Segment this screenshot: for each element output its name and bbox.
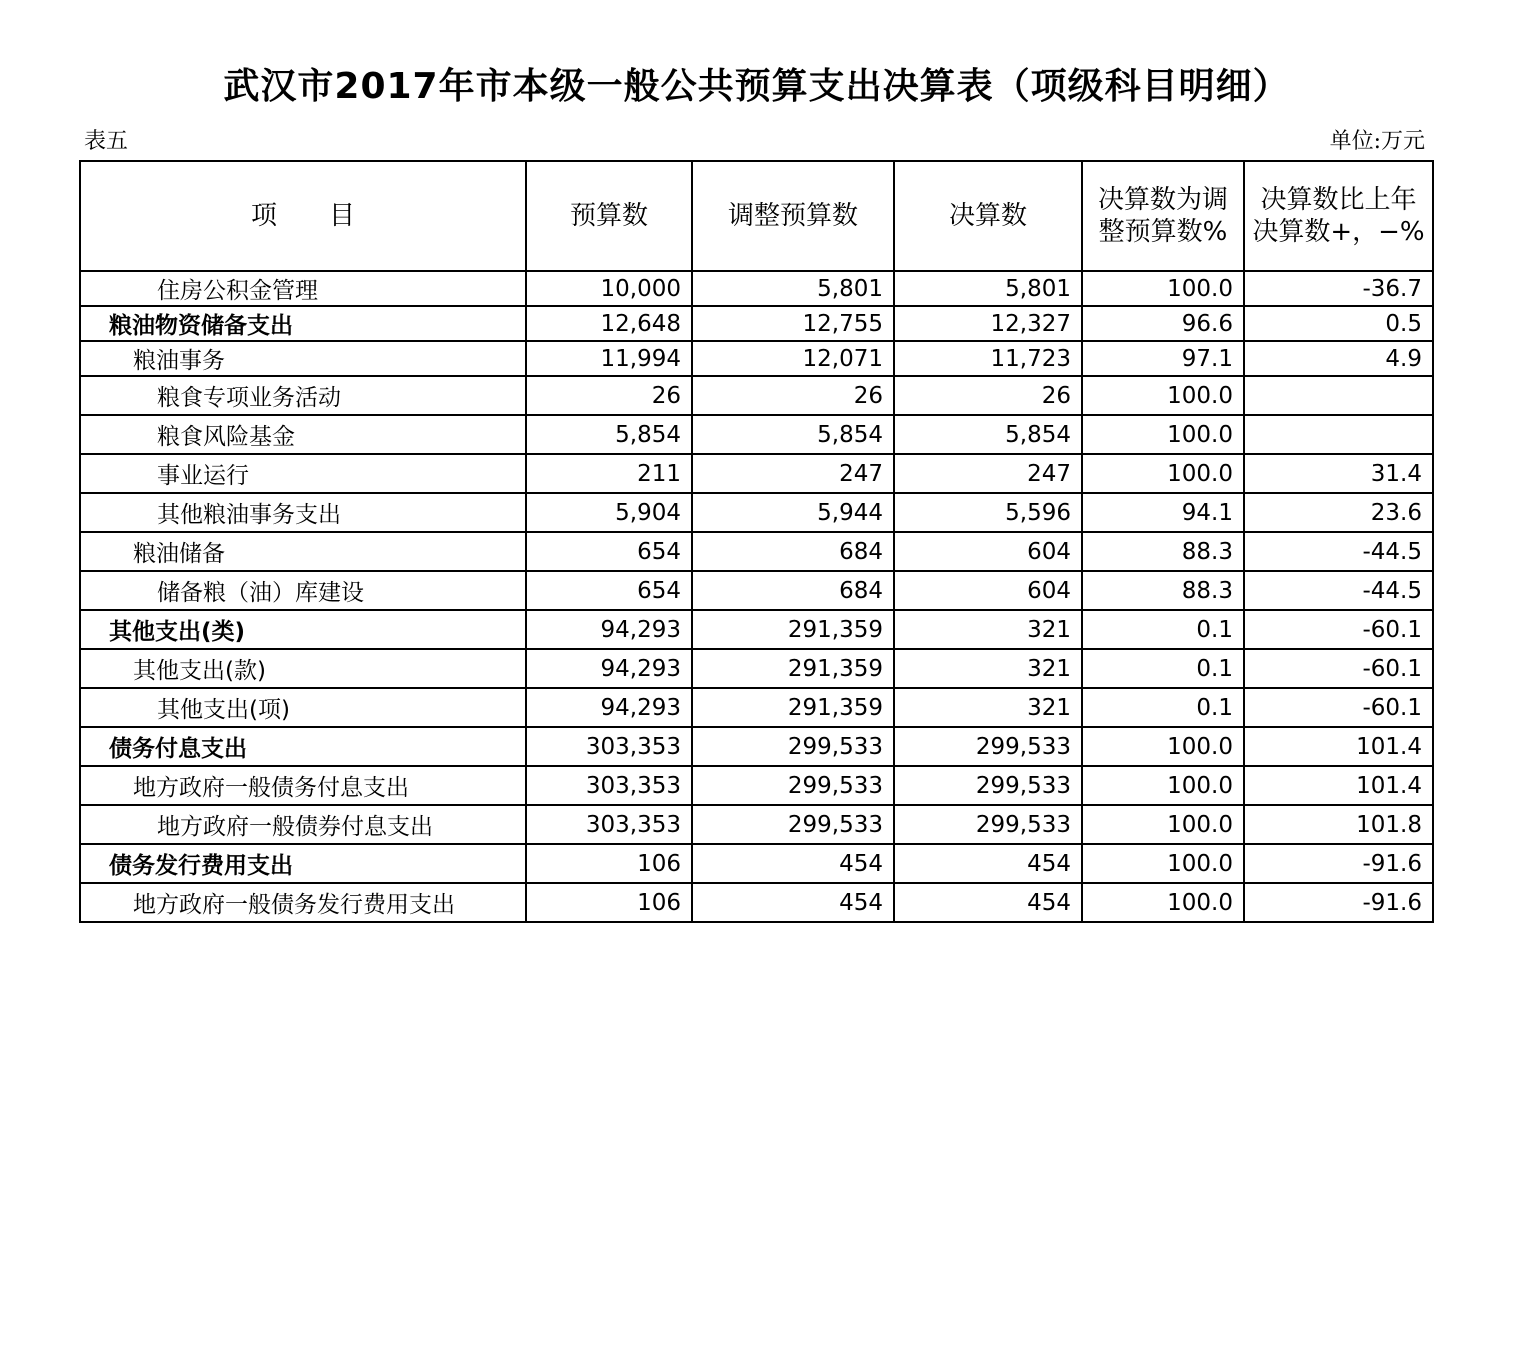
table-row <box>80 493 1433 532</box>
cell-budget: 211 <box>526 454 692 493</box>
cell-ratio: 100.0 <box>1082 415 1244 454</box>
table-body <box>80 271 1433 922</box>
cell-yoy: -91.6 <box>1244 844 1433 883</box>
cell-adjusted: 12,071 <box>692 341 894 376</box>
cell-budget: 303,353 <box>526 805 692 844</box>
row-item-name: 粮油事务 <box>80 341 526 376</box>
budget-table <box>79 160 1434 923</box>
cell-final: 299,533 <box>894 766 1082 805</box>
cell-adjusted: 299,533 <box>692 805 894 844</box>
table-row <box>80 727 1433 766</box>
cell-ratio: 94.1 <box>1082 493 1244 532</box>
cell-final: 5,801 <box>894 271 1082 306</box>
cell-budget: 654 <box>526 571 692 610</box>
cell-ratio: 0.1 <box>1082 688 1244 727</box>
cell-yoy: 31.4 <box>1244 454 1433 493</box>
cell-adjusted: 5,944 <box>692 493 894 532</box>
table-row <box>80 415 1433 454</box>
cell-final: 321 <box>894 610 1082 649</box>
cell-ratio: 100.0 <box>1082 766 1244 805</box>
header-item: 项 目 <box>80 161 526 271</box>
table-row <box>80 271 1433 306</box>
cell-ratio: 88.3 <box>1082 532 1244 571</box>
row-item-name: 地方政府一般债务发行费用支出 <box>80 883 526 922</box>
table-header-row <box>80 161 1433 271</box>
cell-ratio: 97.1 <box>1082 341 1244 376</box>
row-item-name: 粮食风险基金 <box>80 415 526 454</box>
table-row <box>80 376 1433 415</box>
cell-yoy <box>1244 415 1433 454</box>
cell-yoy: -60.1 <box>1244 649 1433 688</box>
cell-final: 604 <box>894 532 1082 571</box>
unit-label: 单位:万元 <box>1329 129 1425 154</box>
table-row <box>80 341 1433 376</box>
cell-budget: 10,000 <box>526 271 692 306</box>
table-number: 表五 <box>84 129 129 154</box>
cell-yoy: 101.4 <box>1244 766 1433 805</box>
cell-final: 321 <box>894 649 1082 688</box>
table-row <box>80 688 1433 727</box>
cell-budget: 5,904 <box>526 493 692 532</box>
row-item-name: 地方政府一般债券付息支出 <box>80 805 526 844</box>
cell-adjusted: 5,801 <box>692 271 894 306</box>
cell-budget: 12,648 <box>526 306 692 341</box>
cell-adjusted: 291,359 <box>692 649 894 688</box>
row-item-name: 其他支出(类) <box>80 610 526 649</box>
cell-adjusted: 454 <box>692 844 894 883</box>
cell-adjusted: 299,533 <box>692 727 894 766</box>
cell-yoy: -91.6 <box>1244 883 1433 922</box>
cell-final: 247 <box>894 454 1082 493</box>
table-row <box>80 454 1433 493</box>
cell-ratio: 100.0 <box>1082 883 1244 922</box>
cell-final: 321 <box>894 688 1082 727</box>
table-row <box>80 649 1433 688</box>
cell-yoy: -44.5 <box>1244 532 1433 571</box>
cell-ratio: 100.0 <box>1082 844 1244 883</box>
row-item-name: 事业运行 <box>80 454 526 493</box>
table-row <box>80 883 1433 922</box>
cell-yoy: 0.5 <box>1244 306 1433 341</box>
row-item-name: 债务发行费用支出 <box>80 844 526 883</box>
cell-budget: 106 <box>526 883 692 922</box>
cell-budget: 94,293 <box>526 688 692 727</box>
cell-final: 604 <box>894 571 1082 610</box>
cell-budget: 94,293 <box>526 610 692 649</box>
cell-ratio: 100.0 <box>1082 376 1244 415</box>
cell-final: 26 <box>894 376 1082 415</box>
table-row <box>80 844 1433 883</box>
cell-adjusted: 26 <box>692 376 894 415</box>
cell-ratio: 88.3 <box>1082 571 1244 610</box>
row-item-name: 其他支出(款) <box>80 649 526 688</box>
cell-adjusted: 684 <box>692 532 894 571</box>
cell-final: 454 <box>894 844 1082 883</box>
cell-budget: 654 <box>526 532 692 571</box>
cell-adjusted: 454 <box>692 883 894 922</box>
cell-adjusted: 247 <box>692 454 894 493</box>
cell-budget: 5,854 <box>526 415 692 454</box>
table-row <box>80 306 1433 341</box>
cell-ratio: 100.0 <box>1082 271 1244 306</box>
cell-ratio: 100.0 <box>1082 805 1244 844</box>
cell-final: 454 <box>894 883 1082 922</box>
cell-adjusted: 5,854 <box>692 415 894 454</box>
header-budget: 预算数 <box>526 161 692 271</box>
table-row <box>80 805 1433 844</box>
cell-yoy: 4.9 <box>1244 341 1433 376</box>
table-row <box>80 610 1433 649</box>
cell-yoy: 101.4 <box>1244 727 1433 766</box>
cell-adjusted: 291,359 <box>692 610 894 649</box>
row-item-name: 地方政府一般债务付息支出 <box>80 766 526 805</box>
header-ratio-adjusted: 决算数为调整预算数% <box>1082 161 1244 271</box>
cell-adjusted: 299,533 <box>692 766 894 805</box>
cell-adjusted: 12,755 <box>692 306 894 341</box>
row-item-name: 粮油储备 <box>80 532 526 571</box>
cell-final: 299,533 <box>894 727 1082 766</box>
cell-yoy: -36.7 <box>1244 271 1433 306</box>
table-row <box>80 571 1433 610</box>
cell-final: 299,533 <box>894 805 1082 844</box>
cell-final: 5,596 <box>894 493 1082 532</box>
cell-final: 11,723 <box>894 341 1082 376</box>
cell-ratio: 96.6 <box>1082 306 1244 341</box>
cell-budget: 11,994 <box>526 341 692 376</box>
cell-final: 5,854 <box>894 415 1082 454</box>
row-item-name: 债务付息支出 <box>80 727 526 766</box>
cell-budget: 26 <box>526 376 692 415</box>
cell-budget: 106 <box>526 844 692 883</box>
header-yoy: 决算数比上年决算数+，−% <box>1244 161 1433 271</box>
cell-budget: 303,353 <box>526 727 692 766</box>
row-item-name: 粮食专项业务活动 <box>80 376 526 415</box>
cell-yoy <box>1244 376 1433 415</box>
table-row <box>80 766 1433 805</box>
cell-final: 12,327 <box>894 306 1082 341</box>
cell-yoy: 101.8 <box>1244 805 1433 844</box>
header-adjusted-budget: 调整预算数 <box>692 161 894 271</box>
cell-budget: 303,353 <box>526 766 692 805</box>
cell-yoy: -60.1 <box>1244 610 1433 649</box>
cell-adjusted: 291,359 <box>692 688 894 727</box>
cell-yoy: -60.1 <box>1244 688 1433 727</box>
row-item-name: 其他支出(项) <box>80 688 526 727</box>
row-item-name: 粮油物资储备支出 <box>80 306 526 341</box>
table-row <box>80 532 1433 571</box>
cell-ratio: 0.1 <box>1082 610 1244 649</box>
row-item-name: 储备粮（油）库建设 <box>80 571 526 610</box>
cell-ratio: 100.0 <box>1082 727 1244 766</box>
cell-adjusted: 684 <box>692 571 894 610</box>
cell-budget: 94,293 <box>526 649 692 688</box>
document-title: 武汉市2017年市本级一般公共预算支出决算表（项级科目明细） <box>223 66 1290 107</box>
cell-yoy: -44.5 <box>1244 571 1433 610</box>
cell-ratio: 0.1 <box>1082 649 1244 688</box>
row-item-name: 其他粮油事务支出 <box>80 493 526 532</box>
cell-yoy: 23.6 <box>1244 493 1433 532</box>
cell-ratio: 100.0 <box>1082 454 1244 493</box>
row-item-name: 住房公积金管理 <box>80 271 526 306</box>
header-final: 决算数 <box>894 161 1082 271</box>
